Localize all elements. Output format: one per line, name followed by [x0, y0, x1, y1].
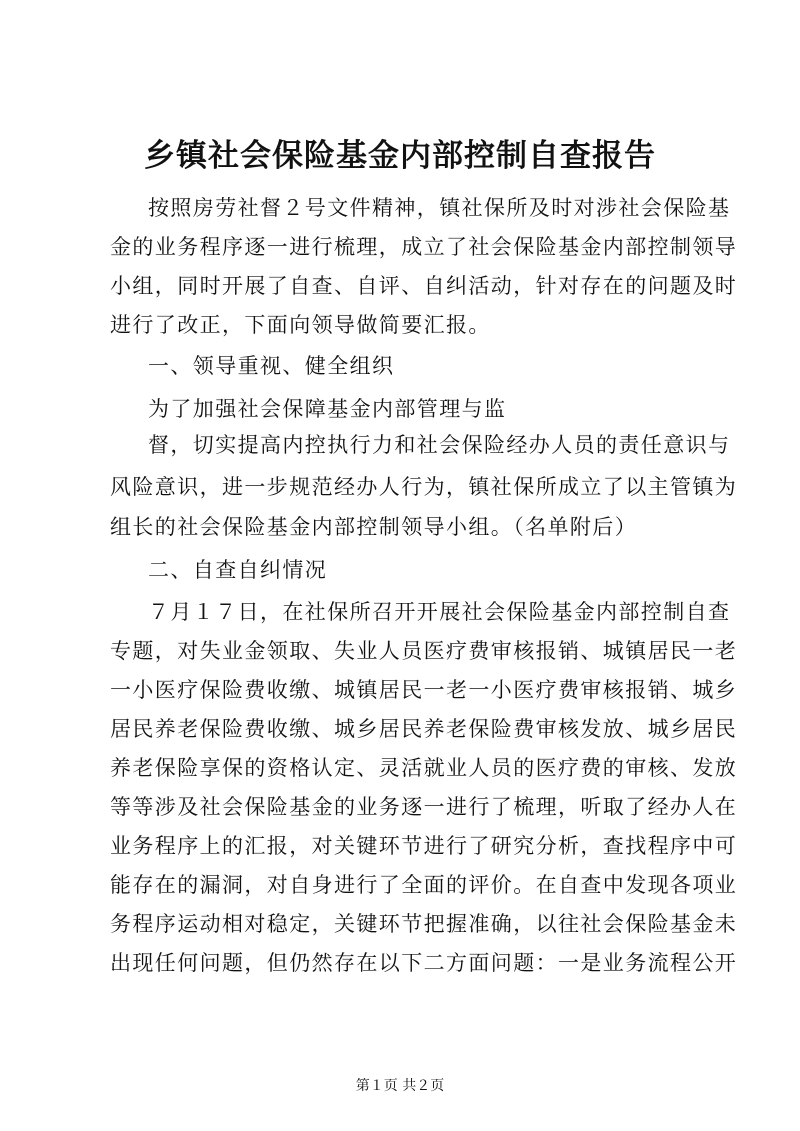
page-footer: 第１页 共２页 [355, 1078, 445, 1094]
document-title: 乡镇社会保险基金内部控制自查报告 [144, 138, 656, 174]
paragraph-line-6: 督，切实提高内控执行力和社会保险经办人员的责任意识与 [148, 433, 731, 457]
paragraph-line-14: 等等涉及社会保险基金的业务逐一进行了梳理，听取了经办人在 [110, 795, 738, 819]
paragraph-line-15: 业务程序上的汇报，对关键环节进行了研究分析，查找程序中可 [110, 834, 738, 858]
paragraph-line-8: 组长的社会保险基金内部控制领导小组。（名单附后） [110, 515, 638, 539]
paragraph-line-4: 进行了改正，下面向领导做简要汇报。 [110, 313, 491, 337]
paragraph-line-7: 风险意识，进一步规范经办人行为，镇社保所成立了以主管镇为 [110, 475, 738, 499]
paragraph-line-18: 出现任何问题，但仍然存在以下二方面问题：一是业务流程公开 [110, 951, 738, 975]
section-heading-1: 一、领导重视、健全组织 [148, 354, 395, 378]
paragraph-line-12: 居民养老保险费收缴、城乡居民养老保险费审核发放、城乡居民 [110, 717, 738, 741]
paragraph-line-5: 为了加强社会保障基金内部管理与监 [148, 397, 507, 421]
paragraph-line-10: 专题，对失业金领取、失业人员医疗费审核报销、城镇居民一老 [110, 639, 738, 663]
paragraph-line-9: ７月１７日，在社保所召开开展社会保险基金内部控制自查 [148, 600, 731, 624]
paragraph-line-17: 务程序运动相对稳定，关键环节把握准确，以往社会保险基金未 [110, 912, 738, 936]
paragraph-line-3: 小组，同时开展了自查、自评、自纠活动，针对存在的问题及时 [110, 274, 738, 298]
paragraph-line-16: 能存在的漏洞，对自身进行了全面的评价。在自查中发现各项业 [110, 873, 738, 897]
paragraph-line-11: 一小医疗保险费收缴、城镇居民一老一小医疗费审核报销、城乡 [110, 678, 738, 702]
section-heading-2: 二、自查自纠情况 [148, 558, 328, 582]
paragraph-line-2: 金的业务程序逐一进行梳理，成立了社会保险基金内部控制领导 [110, 235, 738, 259]
paragraph-line-1: 按照房劳社督２号文件精神，镇社保所及时对涉社会保险基 [148, 196, 731, 220]
paragraph-line-13: 养老保险享保的资格认定、灵活就业人员的医疗费的审核、发放 [110, 756, 738, 780]
